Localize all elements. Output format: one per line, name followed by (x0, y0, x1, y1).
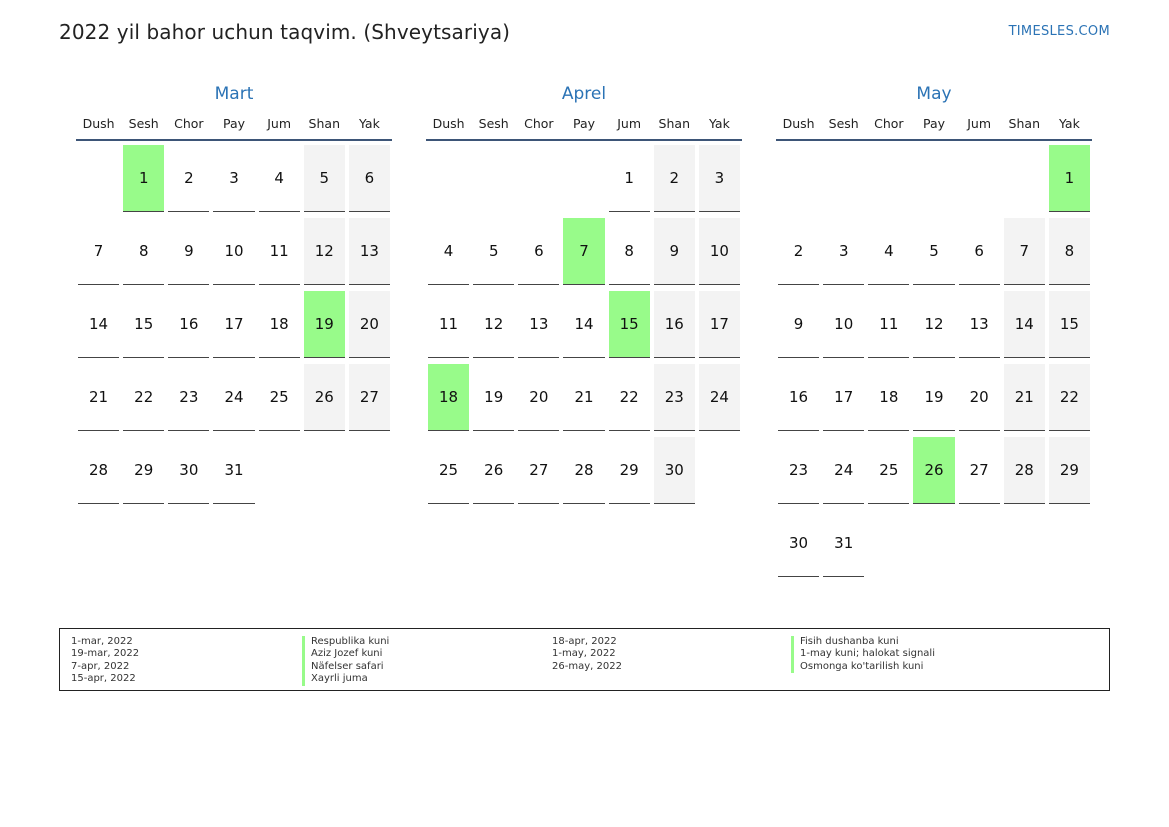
empty-day-cell (959, 510, 1000, 577)
empty-day-cell (304, 437, 345, 504)
day-cell: 18 (868, 364, 909, 431)
weekday-label: Chor (524, 116, 554, 131)
day-cell: 2 (778, 218, 819, 285)
day-cell: 14 (78, 291, 119, 358)
month-mart (76, 82, 392, 510)
legend-date: 15-apr, 2022 (71, 673, 136, 685)
empty-day-cell (259, 437, 300, 504)
day-cell: 30 (168, 437, 209, 504)
day-cell: 6 (349, 145, 390, 212)
weekday-label: Dush (432, 116, 465, 131)
day-cell: 28 (1004, 437, 1045, 504)
day-cell: 14 (1004, 291, 1045, 358)
month-may (776, 82, 1092, 583)
day-cell: 25 (428, 437, 469, 504)
weekday-header (776, 115, 1092, 141)
empty-day-cell (1049, 510, 1090, 577)
empty-day-cell (349, 437, 390, 504)
day-cell: 19 (913, 364, 954, 431)
legend-date: 1-may, 2022 (552, 648, 616, 660)
legend-holiday-name: Aziz Jozef kuni (302, 648, 389, 660)
weekday-label: Jum (967, 116, 992, 131)
legend-holiday-name: Xayrli juma (302, 673, 389, 685)
weekday-label: Pay (922, 116, 946, 131)
day-cell: 16 (654, 291, 695, 358)
weekday-label: Pay (572, 116, 596, 131)
week-row (776, 510, 1092, 583)
day-cell: 13 (959, 291, 1000, 358)
day-cell: 4 (428, 218, 469, 285)
empty-day-cell (1004, 510, 1045, 577)
day-cell: 12 (304, 218, 345, 285)
legend-date-column (552, 636, 622, 673)
weekday-header (76, 115, 392, 141)
month-aprel (426, 82, 742, 510)
legend-holiday-name: Osmonga ko'tarilish kuni (791, 661, 935, 673)
empty-day-cell (1004, 145, 1045, 212)
day-cell: 20 (518, 364, 559, 431)
day-cell: 4 (868, 218, 909, 285)
week-row (776, 218, 1092, 291)
weekday-label: Sesh (128, 116, 159, 131)
empty-day-cell (78, 145, 119, 212)
day-cell: 12 (473, 291, 514, 358)
holiday-day-cell: 19 (304, 291, 345, 358)
week-row (776, 145, 1092, 218)
day-cell: 8 (1049, 218, 1090, 285)
legend-name-column (791, 636, 935, 673)
legend-date: 1-mar, 2022 (71, 636, 133, 647)
day-cell: 27 (349, 364, 390, 431)
day-cell: 3 (213, 145, 254, 212)
day-cell: 22 (609, 364, 650, 431)
empty-day-cell (868, 145, 909, 212)
day-cell: 11 (428, 291, 469, 358)
day-cell: 1 (609, 145, 650, 212)
day-cell: 21 (1004, 364, 1045, 431)
week-row (776, 364, 1092, 437)
day-cell: 10 (699, 218, 740, 285)
holiday-day-cell: 18 (428, 364, 469, 431)
day-cell: 13 (518, 291, 559, 358)
empty-day-cell (473, 145, 514, 212)
legend-holiday-name: 1-may kuni; halokat signali (791, 648, 935, 660)
weekday-label: Dush (82, 116, 115, 131)
day-cell: 29 (609, 437, 650, 504)
legend-name-column (302, 636, 389, 686)
day-cell: 7 (1004, 218, 1045, 285)
weekday-label: Jum (267, 116, 292, 131)
day-cell: 2 (168, 145, 209, 212)
day-cell: 15 (123, 291, 164, 358)
day-cell: 16 (168, 291, 209, 358)
day-cell: 4 (259, 145, 300, 212)
day-cell: 24 (213, 364, 254, 431)
legend-date: 18-apr, 2022 (552, 636, 617, 647)
day-cell: 29 (1049, 437, 1090, 504)
week-row (76, 364, 392, 437)
weekday-label: Pay (222, 116, 246, 131)
week-row (76, 218, 392, 291)
day-cell: 28 (563, 437, 604, 504)
empty-day-cell (518, 145, 559, 212)
day-cell: 11 (868, 291, 909, 358)
empty-day-cell (563, 145, 604, 212)
weekday-label: Chor (174, 116, 204, 131)
day-cell: 11 (259, 218, 300, 285)
day-cell: 16 (778, 364, 819, 431)
week-row (76, 291, 392, 364)
empty-day-cell (913, 145, 954, 212)
holiday-day-cell: 7 (563, 218, 604, 285)
empty-day-cell (868, 510, 909, 577)
weekday-label: Yak (709, 116, 730, 131)
day-cell: 17 (213, 291, 254, 358)
week-row (426, 437, 742, 510)
legend-date: 19-mar, 2022 (71, 648, 140, 660)
weekday-label: Yak (1059, 116, 1080, 131)
weekday-label: Dush (782, 116, 815, 131)
week-row (426, 218, 742, 291)
holiday-day-cell: 26 (913, 437, 954, 504)
day-cell: 6 (959, 218, 1000, 285)
day-cell: 19 (473, 364, 514, 431)
day-cell: 23 (778, 437, 819, 504)
week-row (426, 145, 742, 218)
week-row (76, 437, 392, 510)
day-cell: 10 (213, 218, 254, 285)
day-cell: 13 (349, 218, 390, 285)
weekday-label: Shan (658, 116, 690, 131)
day-cell: 9 (778, 291, 819, 358)
page-title: 2022 yil bahor uchun taqvim. (Shveytsariya) (59, 20, 511, 44)
day-cell: 8 (123, 218, 164, 285)
month-name: Aprel (561, 84, 607, 104)
day-cell: 5 (913, 218, 954, 285)
legend-holiday-name: Fisih dushanba kuni (791, 636, 935, 648)
day-cell: 20 (959, 364, 1000, 431)
empty-day-cell (913, 510, 954, 577)
weekday-label: Shan (1008, 116, 1040, 131)
weekday-label: Chor (874, 116, 904, 131)
empty-day-cell (778, 145, 819, 212)
day-cell: 26 (304, 364, 345, 431)
day-cell: 9 (654, 218, 695, 285)
legend-holiday-name: Näfelser safari (302, 661, 389, 673)
week-row (426, 291, 742, 364)
day-cell: 25 (259, 364, 300, 431)
day-cell: 9 (168, 218, 209, 285)
day-cell: 21 (563, 364, 604, 431)
day-cell: 21 (78, 364, 119, 431)
day-cell: 30 (778, 510, 819, 577)
day-cell: 10 (823, 291, 864, 358)
legend-date: 7-apr, 2022 (71, 660, 130, 672)
day-cell: 7 (78, 218, 119, 285)
day-cell: 6 (518, 218, 559, 285)
holiday-day-cell: 1 (1049, 145, 1090, 212)
day-cell: 15 (1049, 291, 1090, 358)
day-cell: 20 (349, 291, 390, 358)
week-row (426, 364, 742, 437)
day-cell: 28 (78, 437, 119, 504)
day-cell: 17 (823, 364, 864, 431)
day-cell: 22 (1049, 364, 1090, 431)
day-cell: 18 (259, 291, 300, 358)
empty-day-cell (823, 145, 864, 212)
legend-date: 26-may, 2022 (552, 660, 622, 672)
day-cell: 27 (518, 437, 559, 504)
holiday-day-cell: 1 (123, 145, 164, 212)
brand-link[interactable]: TIMESLES.COM (1008, 24, 1110, 39)
legend-date-column (71, 636, 139, 686)
week-row (776, 437, 1092, 510)
day-cell: 24 (699, 364, 740, 431)
month-name: May (916, 84, 952, 104)
legend-holiday-name: Respublika kuni (302, 636, 389, 648)
day-cell: 12 (913, 291, 954, 358)
day-cell: 29 (123, 437, 164, 504)
weekday-label: Yak (359, 116, 380, 131)
empty-day-cell (959, 145, 1000, 212)
empty-day-cell (428, 145, 469, 212)
day-cell: 24 (823, 437, 864, 504)
holiday-day-cell: 15 (609, 291, 650, 358)
day-cell: 31 (823, 510, 864, 577)
day-cell: 26 (473, 437, 514, 504)
month-name: Mart (214, 84, 254, 104)
weekday-label: Sesh (828, 116, 859, 131)
day-cell: 3 (823, 218, 864, 285)
day-cell: 22 (123, 364, 164, 431)
weekday-label: Sesh (478, 116, 509, 131)
day-cell: 23 (168, 364, 209, 431)
day-cell: 8 (609, 218, 650, 285)
day-cell: 5 (473, 218, 514, 285)
weekday-label: Shan (308, 116, 340, 131)
day-cell: 17 (699, 291, 740, 358)
day-cell: 2 (654, 145, 695, 212)
day-cell: 25 (868, 437, 909, 504)
day-cell: 14 (563, 291, 604, 358)
day-cell: 23 (654, 364, 695, 431)
day-cell: 3 (699, 145, 740, 212)
week-row (76, 145, 392, 218)
day-cell: 30 (654, 437, 695, 504)
day-cell: 5 (304, 145, 345, 212)
weekday-header (426, 115, 742, 141)
holiday-legend (59, 628, 1110, 691)
day-cell: 27 (959, 437, 1000, 504)
day-cell: 31 (213, 437, 254, 504)
empty-day-cell (699, 437, 740, 504)
weekday-label: Jum (617, 116, 642, 131)
week-row (776, 291, 1092, 364)
